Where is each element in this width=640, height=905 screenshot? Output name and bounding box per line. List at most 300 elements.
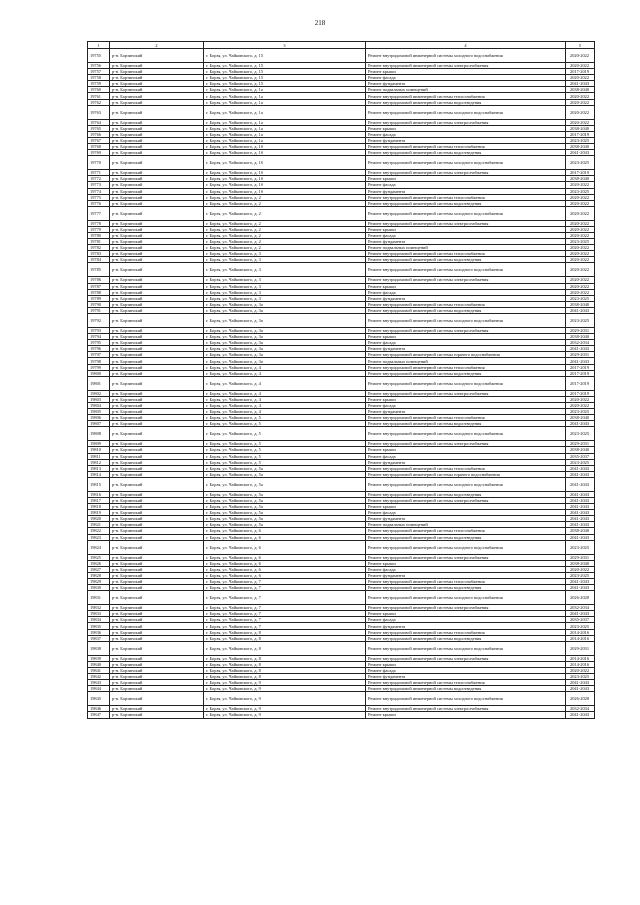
work-type-cell: Ремонт внутридомовой инженерной системы холодного водоснабжения [366,477,566,491]
district-cell: р-н. Борзинский [110,200,204,206]
district-cell: р-н. Борзинский [110,376,204,390]
address-cell: г. Борзя, ул. Чайковского, д. 4 [204,376,366,390]
row-number: 19847 [88,712,110,718]
address-cell: г. Борзя, ул. Чайковского, д. 9 [204,692,366,706]
period-cell: 2041-2043 [566,465,595,471]
district-cell: р-н. Борзинский [110,239,204,245]
address-cell: г. Борзя, ул. Чайковского, д. 3а [204,334,366,340]
work-type-cell: Ремонт внутридомовой инженерной системы горячего водоснабжения [366,471,566,477]
district-cell: р-н. Борзинский [110,156,204,170]
district-cell: р-н. Борзинский [110,206,204,220]
period-cell: 2038-2040 [566,125,595,131]
address-cell: г. Борзя, ул. Чайковского, д. 8 [204,641,366,655]
period-cell: 2032-2034 [566,340,595,346]
period-cell: 2023-2025 [566,137,595,143]
table-row [88,641,595,655]
row-number: 19792 [88,314,110,328]
work-type-cell: Ремонт внутридомовой инженерной системы электроснабжения [366,277,566,283]
district-cell: р-н. Борзинский [110,566,204,572]
row-number: 19768 [88,144,110,150]
column-header-work-type: 4 [366,42,566,49]
district-cell: р-н. Борзинский [110,188,204,194]
page-number: 218 [314,19,326,27]
row-number: 19796 [88,346,110,352]
address-cell: г. Борзя, ул. Чайковского, д. 8 [204,655,366,661]
row-number: 19785 [88,263,110,277]
period-cell: 2020-2022 [566,99,595,105]
work-type-cell: Ремонт внутридомовой инженерной системы теплоснабжения [366,465,566,471]
district-cell: р-н. Борзинский [110,427,204,441]
work-type-cell: Ремонт фасада [366,340,566,346]
address-cell: г. Борзя, ул. Чайковского, д. 5 [204,453,366,459]
work-type-cell: Ремонт подвальных помещений [366,522,566,528]
row-number: 19781 [88,239,110,245]
table-row [88,314,595,328]
address-cell: г. Борзя, ул. Чайковского, д. 5 [204,447,366,453]
period-cell: 2020-2022 [566,220,595,226]
work-type-cell: Ремонт внутридомовой инженерной системы холодного водоснабжения [366,206,566,220]
district-cell: р-н. Борзинский [110,554,204,560]
row-number: 19765 [88,125,110,131]
row-number: 19759 [88,81,110,87]
period-cell: 2020-2022 [566,245,595,251]
district-cell: р-н. Борзинский [110,477,204,491]
work-type-cell: Ремонт внутридомовой инженерной системы теплоснабжения [366,93,566,99]
period-cell: 2041-2043 [566,491,595,497]
row-number: 19798 [88,358,110,364]
work-type-cell: Ремонт фундамента [366,346,566,352]
address-cell: г. Борзя, ул. Чайковского, д. 5 [204,427,366,441]
district-cell: р-н. Борзинский [110,591,204,605]
work-type-cell: Ремонт крыши [366,560,566,566]
work-type-cell: Ремонт внутридомовой инженерной системы электроснабжения [366,554,566,560]
district-cell: р-н. Борзинский [110,674,204,680]
row-number: 19836 [88,629,110,635]
address-cell: г. Борзя, ул. Чайковского, д. 2 [204,220,366,226]
period-cell: 2035-2037 [566,617,595,623]
period-cell: 2041-2043 [566,346,595,352]
work-type-cell: Ремонт внутридомовой инженерной системы водоотведения [366,421,566,427]
district-cell: р-н. Борзинский [110,81,204,87]
row-number: 19826 [88,560,110,566]
work-type-cell: Ремонт крыши [366,69,566,75]
period-cell: 2023-2025 [566,459,595,465]
district-cell: р-н. Борзинский [110,706,204,712]
district-cell: р-н. Борзинский [110,579,204,585]
address-cell: г. Борзя, ул. Чайковского, д. 3 [204,257,366,263]
period-cell: 2041-2043 [566,504,595,510]
district-cell: р-н. Борзинский [110,364,204,370]
row-number: 19783 [88,251,110,257]
address-cell: г. Борзя, ул. Чайковского, д. 6 [204,572,366,578]
period-cell: 2026-2028 [566,591,595,605]
row-number: 19790 [88,301,110,307]
row-number: 19813 [88,465,110,471]
period-cell: 2020-2022 [566,182,595,188]
period-cell: 2020-2022 [566,105,595,119]
row-number: 19784 [88,257,110,263]
address-cell: г. Борзя, ул. Чайковского, д. 2 [204,194,366,200]
work-type-cell: Ремонт фасада [366,402,566,408]
address-cell: г. Борзя, ул. Чайковского, д. 5а [204,522,366,528]
table-row [88,712,595,718]
row-number: 19767 [88,137,110,143]
work-type-cell: Ремонт внутридомовой инженерной системы теплоснабжения [366,579,566,585]
period-cell: 2035-2037 [566,453,595,459]
work-type-cell: Ремонт внутридомовой инженерной системы электроснабжения [366,220,566,226]
address-cell: г. Борзя, ул. Чайковского, д. 6 [204,528,366,534]
row-number: 19758 [88,75,110,81]
period-cell: 2041-2043 [566,534,595,540]
row-number: 19828 [88,572,110,578]
district-cell: р-н. Борзинский [110,396,204,402]
table-row [88,156,595,170]
work-type-cell: Ремонт фасада [366,617,566,623]
district-cell: р-н. Борзинский [110,453,204,459]
row-number: 19756 [88,63,110,69]
district-cell: р-н. Борзинский [110,69,204,75]
row-number: 19820 [88,516,110,522]
row-number: 19799 [88,364,110,370]
district-cell: р-н. Борзинский [110,510,204,516]
work-type-cell: Ремонт внутридомовой инженерной системы электроснабжения [366,497,566,503]
district-cell: р-н. Борзинский [110,402,204,408]
row-number: 19819 [88,510,110,516]
period-cell: 2041-2043 [566,686,595,692]
period-cell: 2017-2019 [566,364,595,370]
work-type-cell: Ремонт крыши [366,283,566,289]
address-cell: г. Борзя, ул. Чайковского, д. 5а [204,497,366,503]
table-row [88,49,595,63]
address-cell: г. Борзя, ул. Чайковского, д. 2 [204,239,366,245]
district-cell: р-н. Борзинский [110,421,204,427]
address-cell: г. Борзя, ул. Чайковского, д. 8 [204,635,366,641]
district-cell: р-н. Борзинский [110,617,204,623]
row-number: 19835 [88,623,110,629]
row-number: 19782 [88,245,110,251]
address-cell: г. Борзя, ул. Чайковского, д. 6 [204,566,366,572]
period-cell: 2017-2019 [566,170,595,176]
district-cell: р-н. Борзинский [110,49,204,63]
work-type-cell: Ремонт крыши [366,334,566,340]
row-number: 19766 [88,131,110,137]
period-cell: 2020-2022 [566,200,595,206]
district-cell: р-н. Борзинский [110,680,204,686]
period-cell: 2017-2019 [566,370,595,376]
district-cell: р-н. Борзинский [110,605,204,611]
period-cell: 2020-2022 [566,63,595,69]
work-type-cell: Ремонт внутридомовой инженерной системы водоотведения [366,99,566,105]
address-cell: г. Борзя, ул. Чайковского, д. 2 [204,226,366,232]
district-cell: р-н. Борзинский [110,390,204,396]
address-cell: г. Борзя, ул. Чайковского, д. 5 [204,459,366,465]
work-type-cell: Ремонт крыши [366,712,566,718]
period-cell: 2023-2025 [566,623,595,629]
address-cell: г. Борзя, ул. Чайковского, д. 8 [204,629,366,635]
work-type-cell: Ремонт внутридомовой инженерной системы теплоснабжения [366,301,566,307]
address-cell: г. Борзя, ул. Чайковского, д. 1б [204,150,366,156]
work-type-cell: Ремонт внутридомовой инженерной системы электроснабжения [366,170,566,176]
work-type-cell: Ремонт внутридомовой инженерной системы холодного водоснабжения [366,314,566,328]
column-header-period: 5 [566,42,595,49]
row-number: 19805 [88,409,110,415]
address-cell: г. Борзя, ул. Чайковского, д. 3а [204,301,366,307]
district-cell: р-н. Борзинский [110,459,204,465]
row-number: 19760 [88,87,110,93]
period-cell: 2014-2016 [566,661,595,667]
address-cell: г. Борзя, ул. Чайковского, д. 15 [204,63,366,69]
period-cell: 2020-2022 [566,277,595,283]
work-type-cell: Ремонт фасада [366,566,566,572]
row-number: 19844 [88,686,110,692]
row-number: 19757 [88,69,110,75]
district-cell: р-н. Борзинский [110,415,204,421]
address-cell: г. Борзя, ул. Чайковского, д. 4 [204,390,366,396]
district-cell: р-н. Борзинский [110,87,204,93]
period-cell: 2014-2016 [566,635,595,641]
column-header-address: 3 [204,42,366,49]
address-cell: г. Борзя, ул. Чайковского, д. 5а [204,471,366,477]
work-type-cell: Ремонт внутридомовой инженерной системы теплоснабжения [366,194,566,200]
row-number: 19789 [88,295,110,301]
period-cell: 2014-2016 [566,629,595,635]
district-cell: р-н. Борзинский [110,346,204,352]
district-cell: р-н. Борзинский [110,585,204,591]
period-cell: 2041-2043 [566,477,595,491]
period-cell: 2020-2022 [566,566,595,572]
address-cell: г. Борзя, ул. Чайковского, д. 4 [204,409,366,415]
period-cell: 2020-2022 [566,75,595,81]
address-cell: г. Борзя, ул. Чайковского, д. 3 [204,295,366,301]
address-cell: г. Борзя, ул. Чайковского, д. 4 [204,402,366,408]
period-cell: 2038-2040 [566,334,595,340]
row-number: 19800 [88,370,110,376]
work-type-cell: Ремонт внутридомовой инженерной системы теплоснабжения [366,364,566,370]
work-type-cell: Ремонт внутридомовой инженерной системы холодного водоснабжения [366,692,566,706]
table-row [88,105,595,119]
row-number: 19779 [88,226,110,232]
table-row [88,692,595,706]
address-cell: г. Борзя, ул. Чайковского, д. 1а [204,105,366,119]
work-type-cell: Ремонт внутридомовой инженерной системы холодного водоснабжения [366,591,566,605]
district-cell: р-н. Борзинский [110,340,204,346]
row-number: 19816 [88,491,110,497]
address-cell: г. Борзя, ул. Чайковского, д. 4 [204,370,366,376]
address-cell: г. Борзя, ул. Чайковского, д. 5а [204,504,366,510]
district-cell: р-н. Борзинский [110,150,204,156]
row-number: 19777 [88,206,110,220]
address-cell: г. Борзя, ул. Чайковского, д. 1б [204,170,366,176]
work-type-cell: Ремонт крыши [366,176,566,182]
table-row [88,206,595,220]
work-type-cell: Ремонт внутридомовой инженерной системы водоотведения [366,491,566,497]
address-cell: г. Борзя, ул. Чайковского, д. 7 [204,585,366,591]
period-cell: 2041-2043 [566,510,595,516]
row-number: 19774 [88,188,110,194]
address-cell: г. Борзя, ул. Чайковского, д. 3 [204,283,366,289]
address-cell: г. Борзя, ул. Чайковского, д. 5а [204,516,366,522]
row-number: 19795 [88,340,110,346]
period-cell: 2020-2022 [566,226,595,232]
period-cell: 2041-2043 [566,421,595,427]
work-type-cell: Ремонт фасада [366,182,566,188]
address-cell: г. Борзя, ул. Чайковского, д. 15 [204,69,366,75]
district-cell: р-н. Борзинский [110,119,204,125]
address-cell: г. Борзя, ул. Чайковского, д. 4 [204,364,366,370]
period-cell: 2020-2022 [566,194,595,200]
district-cell: р-н. Борзинский [110,295,204,301]
address-cell: г. Борзя, ул. Чайковского, д. 1а [204,93,366,99]
address-cell: г. Борзя, ул. Чайковского, д. 6 [204,560,366,566]
address-cell: г. Борзя, ул. Чайковского, д. 5а [204,510,366,516]
row-number: 19837 [88,635,110,641]
work-type-cell: Ремонт фундамента [366,295,566,301]
row-number: 19810 [88,447,110,453]
work-type-cell: Ремонт подвальных помещений [366,87,566,93]
district-cell: р-н. Борзинский [110,629,204,635]
period-cell: 2041-2043 [566,307,595,313]
address-cell: г. Борзя, ул. Чайковского, д. 1а [204,137,366,143]
work-type-cell: Ремонт внутридомовой инженерной системы теплоснабжения [366,629,566,635]
period-cell: 2038-2040 [566,415,595,421]
work-type-cell: Ремонт внутридомовой инженерной системы электроснабжения [366,328,566,334]
row-number: 19806 [88,415,110,421]
address-cell: г. Борзя, ул. Чайковского, д. 3а [204,340,366,346]
district-cell: р-н. Борзинский [110,661,204,667]
row-number: 19827 [88,566,110,572]
district-cell: р-н. Борзинский [110,441,204,447]
district-cell: р-н. Борзинский [110,105,204,119]
address-cell: г. Борзя, ул. Чайковского, д. 2 [204,200,366,206]
row-number: 19772 [88,176,110,182]
work-type-cell: Ремонт внутридомовой инженерной системы теплоснабжения [366,680,566,686]
address-cell: г. Борзя, ул. Чайковского, д. 1б [204,188,366,194]
period-cell: 2041-2043 [566,522,595,528]
district-cell: р-н. Борзинский [110,144,204,150]
period-cell: 2023-2025 [566,156,595,170]
row-number: 19811 [88,453,110,459]
address-cell: г. Борзя, ул. Чайковского, д. 1а [204,131,366,137]
row-number: 19842 [88,674,110,680]
work-type-cell: Ремонт внутридомовой инженерной системы электроснабжения [366,119,566,125]
district-cell: р-н. Борзинский [110,137,204,143]
address-cell: г. Борзя, ул. Чайковского, д. 3а [204,346,366,352]
row-number: 19803 [88,396,110,402]
work-type-cell: Ремонт крыши [366,226,566,232]
period-cell: 2020-2022 [566,283,595,289]
work-type-cell: Ремонт крыши [366,611,566,617]
work-type-cell: Ремонт фасада [366,289,566,295]
work-type-cell: Ремонт внутридомовой инженерной системы электроснабжения [366,441,566,447]
address-cell: г. Борзя, ул. Чайковского, д. 6 [204,540,366,554]
work-type-cell: Ремонт внутридомовой инженерной системы водоотведения [366,307,566,313]
district-cell: р-н. Борзинский [110,358,204,364]
work-type-cell: Ремонт внутридомовой инженерной системы электроснабжения [366,706,566,712]
row-number: 19843 [88,680,110,686]
district-cell: р-н. Борзинский [110,226,204,232]
period-cell: 2023-2025 [566,314,595,328]
address-cell: г. Борзя, ул. Чайковского, д. 2 [204,232,366,238]
district-cell: р-н. Борзинский [110,63,204,69]
table-body [88,49,595,719]
address-cell: г. Борзя, ул. Чайковского, д. 7 [204,611,366,617]
district-cell: р-н. Борзинский [110,176,204,182]
district-cell: р-н. Борзинский [110,667,204,673]
row-number: 19755 [88,49,110,63]
row-number: 19840 [88,661,110,667]
period-cell: 2029-2031 [566,441,595,447]
row-number: 19822 [88,528,110,534]
row-number: 19787 [88,283,110,289]
district-cell: р-н. Борзинский [110,93,204,99]
period-cell: 2020-2022 [566,667,595,673]
district-cell: р-н. Борзинский [110,655,204,661]
period-cell: 2041-2043 [566,579,595,585]
row-number: 19791 [88,307,110,313]
row-number: 19778 [88,220,110,226]
row-number: 19804 [88,402,110,408]
district-cell: р-н. Борзинский [110,251,204,257]
address-cell: г. Борзя, ул. Чайковского, д. 3 [204,263,366,277]
work-type-cell: Ремонт фундамента [366,674,566,680]
district-cell: р-н. Борзинский [110,131,204,137]
period-cell: 2023-2025 [566,409,595,415]
period-cell: 2038-2040 [566,560,595,566]
work-type-cell: Ремонт внутридомовой инженерной системы водоотведения [366,585,566,591]
address-cell: г. Борзя, ул. Чайковского, д. 9 [204,686,366,692]
work-type-cell: Ремонт фундамента [366,137,566,143]
address-cell: г. Борзя, ул. Чайковского, д. 1а [204,99,366,105]
district-cell: р-н. Борзинский [110,465,204,471]
address-cell: г. Борзя, ул. Чайковского, д. 3а [204,352,366,358]
row-number: 19786 [88,277,110,283]
address-cell: г. Борзя, ул. Чайковского, д. 1б [204,182,366,188]
row-number: 19775 [88,194,110,200]
row-number: 19818 [88,504,110,510]
work-type-cell: Ремонт фасада [366,131,566,137]
period-cell: 2023-2025 [566,295,595,301]
period-cell: 2041-2043 [566,611,595,617]
address-cell: г. Борзя, ул. Чайковского, д. 5а [204,465,366,471]
row-number: 19763 [88,105,110,119]
row-number: 19814 [88,471,110,477]
row-number: 19833 [88,611,110,617]
row-number: 19773 [88,182,110,188]
address-cell: г. Борзя, ул. Чайковского, д. 9 [204,706,366,712]
district-cell: р-н. Борзинский [110,409,204,415]
district-cell: р-н. Борзинский [110,220,204,226]
period-cell: 2020-2022 [566,93,595,99]
row-number: 19846 [88,706,110,712]
district-cell: р-н. Борзинский [110,540,204,554]
district-cell: р-н. Борзинский [110,283,204,289]
period-cell: 2020-2022 [566,232,595,238]
address-cell: г. Борзя, ул. Чайковского, д. 6 [204,554,366,560]
period-cell: 2023-2025 [566,540,595,554]
district-cell: р-н. Борзинский [110,182,204,188]
row-number: 19832 [88,605,110,611]
period-cell: 2017-2019 [566,69,595,75]
period-cell: 2041-2043 [566,471,595,477]
work-type-cell: Ремонт фундамента [366,516,566,522]
address-cell: г. Борзя, ул. Чайковского, д. 1б [204,176,366,182]
address-cell: г. Борзя, ул. Чайковского, д. 4 [204,396,366,402]
work-type-cell: Ремонт внутридомовой инженерной системы теплоснабжения [366,144,566,150]
row-number: 19762 [88,99,110,105]
work-type-cell: Ремонт внутридомовой инженерной системы холодного водоснабжения [366,427,566,441]
address-cell: г. Борзя, ул. Чайковского, д. 7 [204,617,366,623]
address-cell: г. Борзя, ул. Чайковского, д. 8 [204,667,366,673]
